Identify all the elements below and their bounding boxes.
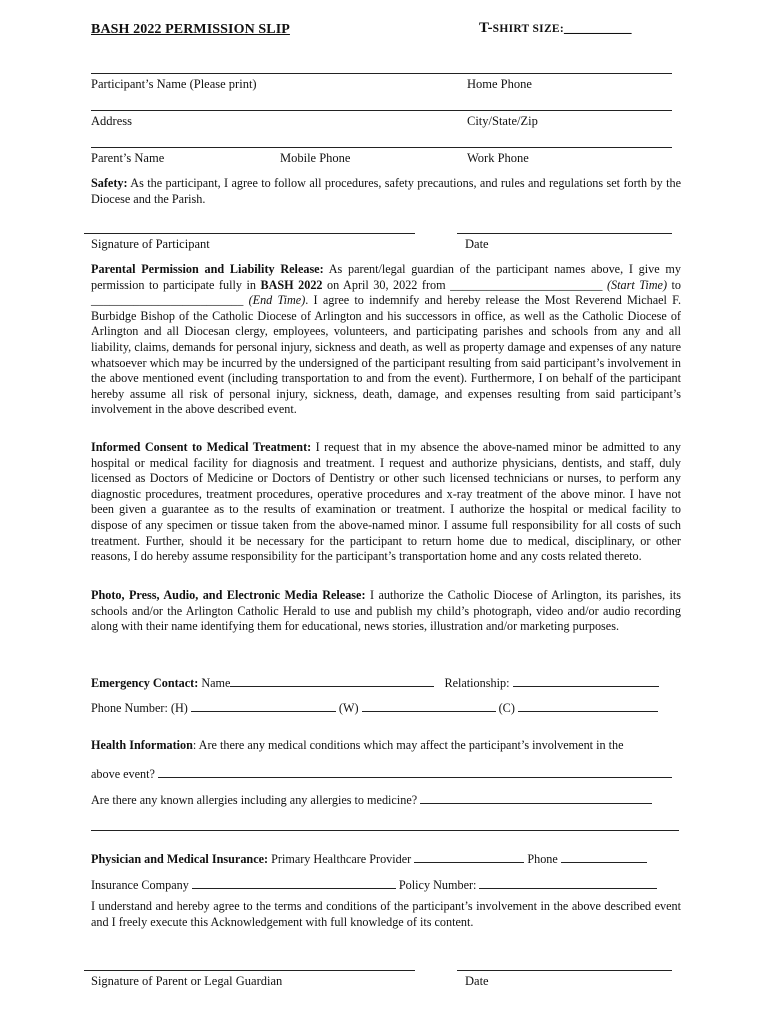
name-line[interactable] [91, 73, 672, 74]
health-info-row-2 [91, 766, 672, 782]
end-time-label: (End Time) [248, 293, 306, 308]
parent-line[interactable] [91, 147, 672, 148]
parental-text-2: on April 30, 2022 from [322, 277, 451, 292]
phone-h-label: Phone Number: (H) [91, 701, 191, 715]
emergency-name-label: Name [198, 676, 231, 690]
medical-text: I request that in my absence the above-named minor be admitted to any hospital or medical facility for diagnosis and treatment. I request and authorize physicians, dentists, and staff, duly licensed as Doctors of Medicine or Doctors of Dentistry or other such licensed technicians or nurses, to perform any diagnostic procedures, treatment procedures, operative procedures and x-ray treatment of the above minor. I have not been given a guarantee as to the results of examination or treatment. I authorize the hospital or medical facility to dispose of any specimen or tissue taken from the above-named minor. I assume full responsibility for all costs of such treatment. Further, should it be necessary for the participant to return home due to medical, disciplinary, or other reasons, I do hereby assume responsibility for the participant’s transportation home and any costs related thereto. [91, 440, 681, 564]
medical-heading: Informed Consent to Medical Treatment: [91, 440, 312, 454]
parental-permission-paragraph [91, 262, 681, 418]
health-heading: Health Information [91, 738, 193, 752]
parent-date-label: Date [465, 974, 489, 988]
address-label: Address [91, 114, 132, 128]
participant-signature-line[interactable] [84, 233, 415, 234]
allergies-row [91, 792, 652, 808]
policy-blank[interactable] [479, 877, 657, 889]
tshirt-label: SHIRT SIZE: [492, 23, 565, 35]
media-text: I authorize the Catholic Diocese of Arlington, its parishes, its schools and/or the Arlington Catholic Herald to use and publish my child’s photograph, video and/or audio recording along with their name identifying them for educational, news stories, illustration and/or marketing purposes. [91, 588, 681, 634]
provider-blank[interactable] [414, 851, 524, 863]
insurance-blank[interactable] [192, 877, 396, 889]
relationship-blank[interactable] [513, 675, 659, 687]
phone-c-blank[interactable] [518, 700, 658, 712]
phone-w-blank[interactable] [362, 700, 496, 712]
parent-signature-line[interactable] [84, 970, 415, 971]
start-time-label: (Start Time) [606, 277, 667, 292]
home-phone-label: Home Phone [467, 77, 532, 91]
health-info-row [91, 738, 624, 753]
physician-heading: Physician and Medical Insurance: [91, 852, 269, 866]
address-line[interactable] [91, 110, 672, 111]
allergies-blank[interactable] [420, 792, 652, 804]
safety-heading: Safety: [91, 176, 128, 190]
page-title: BASH 2022 PERMISSION SLIP [91, 22, 290, 37]
insurance-label: Insurance Company [91, 878, 192, 892]
phone-h-blank[interactable] [191, 700, 336, 712]
physician-phone-blank[interactable] [561, 851, 647, 863]
city-state-zip-label: City/State/Zip [467, 114, 538, 128]
emergency-heading: Emergency Contact: [91, 676, 199, 690]
health-text: : Are there any medical conditions which may affect the participant’s involvement in the [192, 738, 624, 752]
allergies-label: Are there any known allergies including any allergies to medicine? [91, 793, 421, 807]
parental-text-3: to [667, 277, 681, 292]
parents-name-label: Parent’s Name [91, 151, 165, 165]
insurance-row [91, 877, 657, 893]
participant-name-label: Participant’s Name (Please print) [91, 77, 257, 91]
provider-label: Primary Healthcare Provider [268, 852, 415, 866]
tshirt-blank: _________ [564, 20, 632, 36]
event-name: BASH 2022 [260, 277, 323, 292]
safety-text: As the participant, I agree to follow all procedures, safety precautions, and rules and regulations set forth by the Diocese and the Parish. [91, 176, 681, 206]
emergency-name-blank[interactable] [230, 675, 434, 687]
tshirt-size-field[interactable] [479, 20, 632, 37]
phone-c-label: (C) [495, 701, 518, 715]
mobile-phone-label: Mobile Phone [280, 151, 351, 165]
policy-label: Policy Number: [395, 878, 480, 892]
emergency-contact-row [91, 675, 659, 691]
media-heading: Photo, Press, Audio, and Electronic Media Release: [91, 588, 366, 602]
agreement-paragraph: I understand and hereby agree to the terms and conditions of the participant’s involvement in the above described event and I freely execute this Acknowledgement with full knowledge of its content. [91, 899, 681, 929]
allergies-extra-line[interactable] [91, 830, 679, 831]
work-phone-label: Work Phone [467, 151, 529, 165]
parental-text-4: . I agree to indemnify and hereby release the Most Reverend Michael F. Burbidge Bishop of the Catholic Diocese of Arlington and his successors in office, as well as the Catholic Diocese of Arlington and all Diocesan clergy, employees, volunteers, and participating parishes and schools from any and all liability, claims, demands for personal injury, sickness and death, as well as property damage and expenses of any nature whatsoever which may be incurred by the undersigned of the participant resulting from said participant’s involvement in the above mentioned event (including transportation to and from the event). Furthermore, I on behalf of the participant hereby assume all risk of personal injury, sickness, death, damage, and expenses resulting from said participant’s involvement in the above described event. [91, 293, 682, 417]
emergency-phone-row [91, 700, 658, 716]
media-release-paragraph [91, 588, 681, 635]
relationship-label: Relationship: [444, 676, 513, 690]
medical-consent-paragraph [91, 440, 681, 565]
participant-date-label: Date [465, 237, 489, 251]
physician-phone-label: Phone [524, 852, 561, 866]
parental-heading: Parental Permission and Liability Release: [91, 262, 324, 276]
physician-row [91, 851, 647, 867]
parental-text-1: As parent/legal guardian of the participant names above, I give my permission to participate fully in [91, 262, 681, 292]
parent-date-line[interactable] [457, 970, 672, 971]
tshirt-prefix: T- [479, 20, 493, 36]
participant-signature-label: Signature of Participant [91, 237, 210, 251]
parent-signature-label: Signature of Parent or Legal Guardian [91, 974, 283, 988]
end-time-blank[interactable]: _________________________ [91, 293, 244, 308]
start-time-blank[interactable]: _________________________ [450, 277, 603, 292]
safety-paragraph [91, 176, 681, 207]
participant-date-line[interactable] [457, 233, 672, 234]
health-text-2: above event? [91, 767, 158, 781]
medical-conditions-blank[interactable] [158, 766, 672, 778]
phone-w-label: (W) [335, 701, 362, 715]
